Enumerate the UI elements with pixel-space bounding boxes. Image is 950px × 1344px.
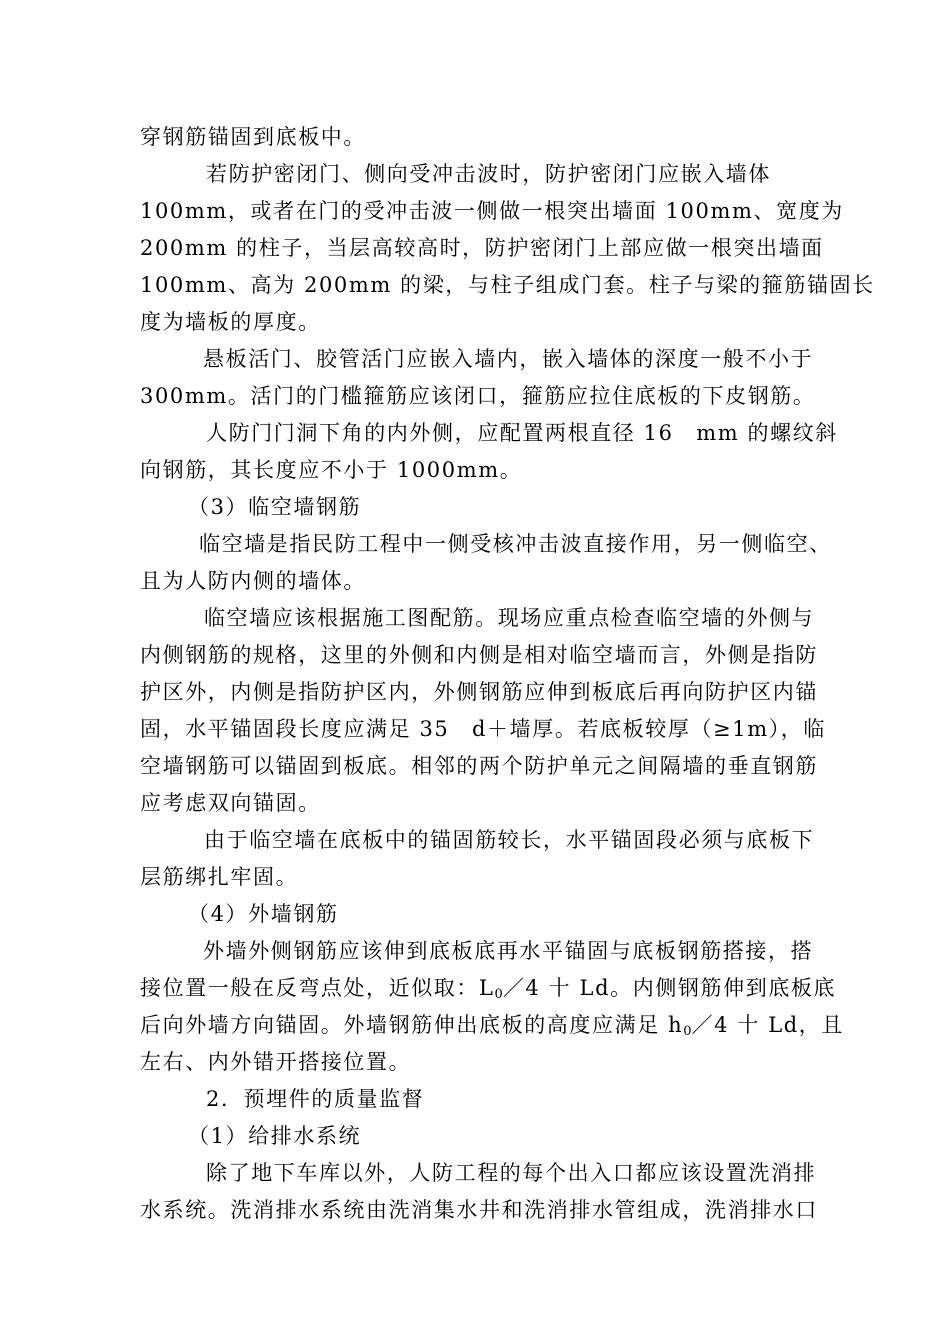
text-line: 临空墙是指民防工程中一侧受核冲击波直接作用，另一侧临空、	[199, 532, 832, 556]
text-line: 100mm，或者在门的受冲击波一侧做一根突出墙面 100mm、宽度为	[140, 199, 844, 223]
text-line: 200mm 的柱子，当层高较高时，防护密闭门上部应做一根突出墙面	[140, 236, 824, 260]
text-line: 护区外，内侧是指防护区内，外侧钢筋应伸到板底后再向防护区内锚	[140, 680, 818, 704]
text-line: 人防门门洞下角的内外侧，应配置两根直径 16 mm 的螺纹斜	[206, 421, 838, 445]
subscript: 0	[683, 1024, 692, 1039]
text-line-with-subscript	[140, 974, 836, 1009]
text-line: 临空墙应该根据施工图配筋。现场应重点检查临空墙的外侧与	[204, 606, 815, 630]
text-line: 穿钢筋锚固到底板中。	[140, 125, 366, 149]
text-line: 层筋绑扎牢固。	[140, 865, 299, 889]
text-line: 左右、内外错开搭接位置。	[140, 1050, 412, 1074]
text-line: 300mm。活门的门槛箍筋应该闭口，箍筋应拉住底板的下皮钢筋。	[140, 384, 816, 408]
text-line: 内侧钢筋的规格，这里的外侧和内侧是相对临空墙而言，外侧是指防	[140, 643, 818, 667]
text-fragment: ／4 十 Ld。内侧钢筋伸到底板底	[502, 976, 837, 1000]
section-heading: （1）给排水系统	[188, 1124, 362, 1148]
text-line: 且为人防内侧的墙体。	[140, 569, 366, 593]
section-heading: （4）外墙钢筋	[188, 902, 339, 926]
section-heading: 2．预埋件的质量监督	[206, 1087, 425, 1111]
text-line: 水系统。洗消排水系统由洗消集水井和洗消排水管组成，洗消排水口	[140, 1198, 818, 1222]
text-line: 若防护密闭门、侧向受冲击波时，防护密闭门应嵌入墙体	[206, 162, 771, 186]
text-fragment: ／4 十 Ld，且	[691, 1013, 844, 1037]
text-line: 应考虑双向锚固。	[140, 791, 321, 815]
text-fragment: 接位置一般在反弯点处，近似取：L	[140, 976, 495, 1000]
text-line-with-subscript	[140, 1011, 844, 1046]
text-fragment: 后向外墙方向锚固。外墙钢筋伸出底板的高度应满足 h	[140, 1013, 684, 1037]
section-heading: （3）临空墙钢筋	[188, 495, 362, 519]
text-line: 悬板活门、胶管活门应嵌入墙内，嵌入墙体的深度一般不小于	[203, 347, 814, 371]
text-line: 空墙钢筋可以锚固到板底。相邻的两个防护单元之间隔墙的垂直钢筋	[140, 754, 818, 778]
text-line: 向钢筋，其长度应不小于 1000mm。	[140, 458, 523, 482]
text-line: 100mm、高为 200mm 的梁，与柱子组成门套。柱子与梁的箍筋锚固长	[140, 273, 875, 297]
text-line: 由于临空墙在底板中的锚固筋较长，水平锚固段必须与底板下	[204, 828, 815, 852]
text-line: 除了地下车库以外，人防工程的每个出入口都应该设置洗消排	[206, 1161, 817, 1185]
text-line: 固，水平锚固段长度应满足 35 d＋墙厚。若底板较厚（≥1m），临	[140, 717, 827, 741]
subscript: 0	[494, 987, 503, 1002]
text-line: 外墙外侧钢筋应该伸到底板底再水平锚固与底板钢筋搭接，搭	[203, 939, 814, 963]
text-line: 度为墙板的厚度。	[140, 310, 321, 334]
